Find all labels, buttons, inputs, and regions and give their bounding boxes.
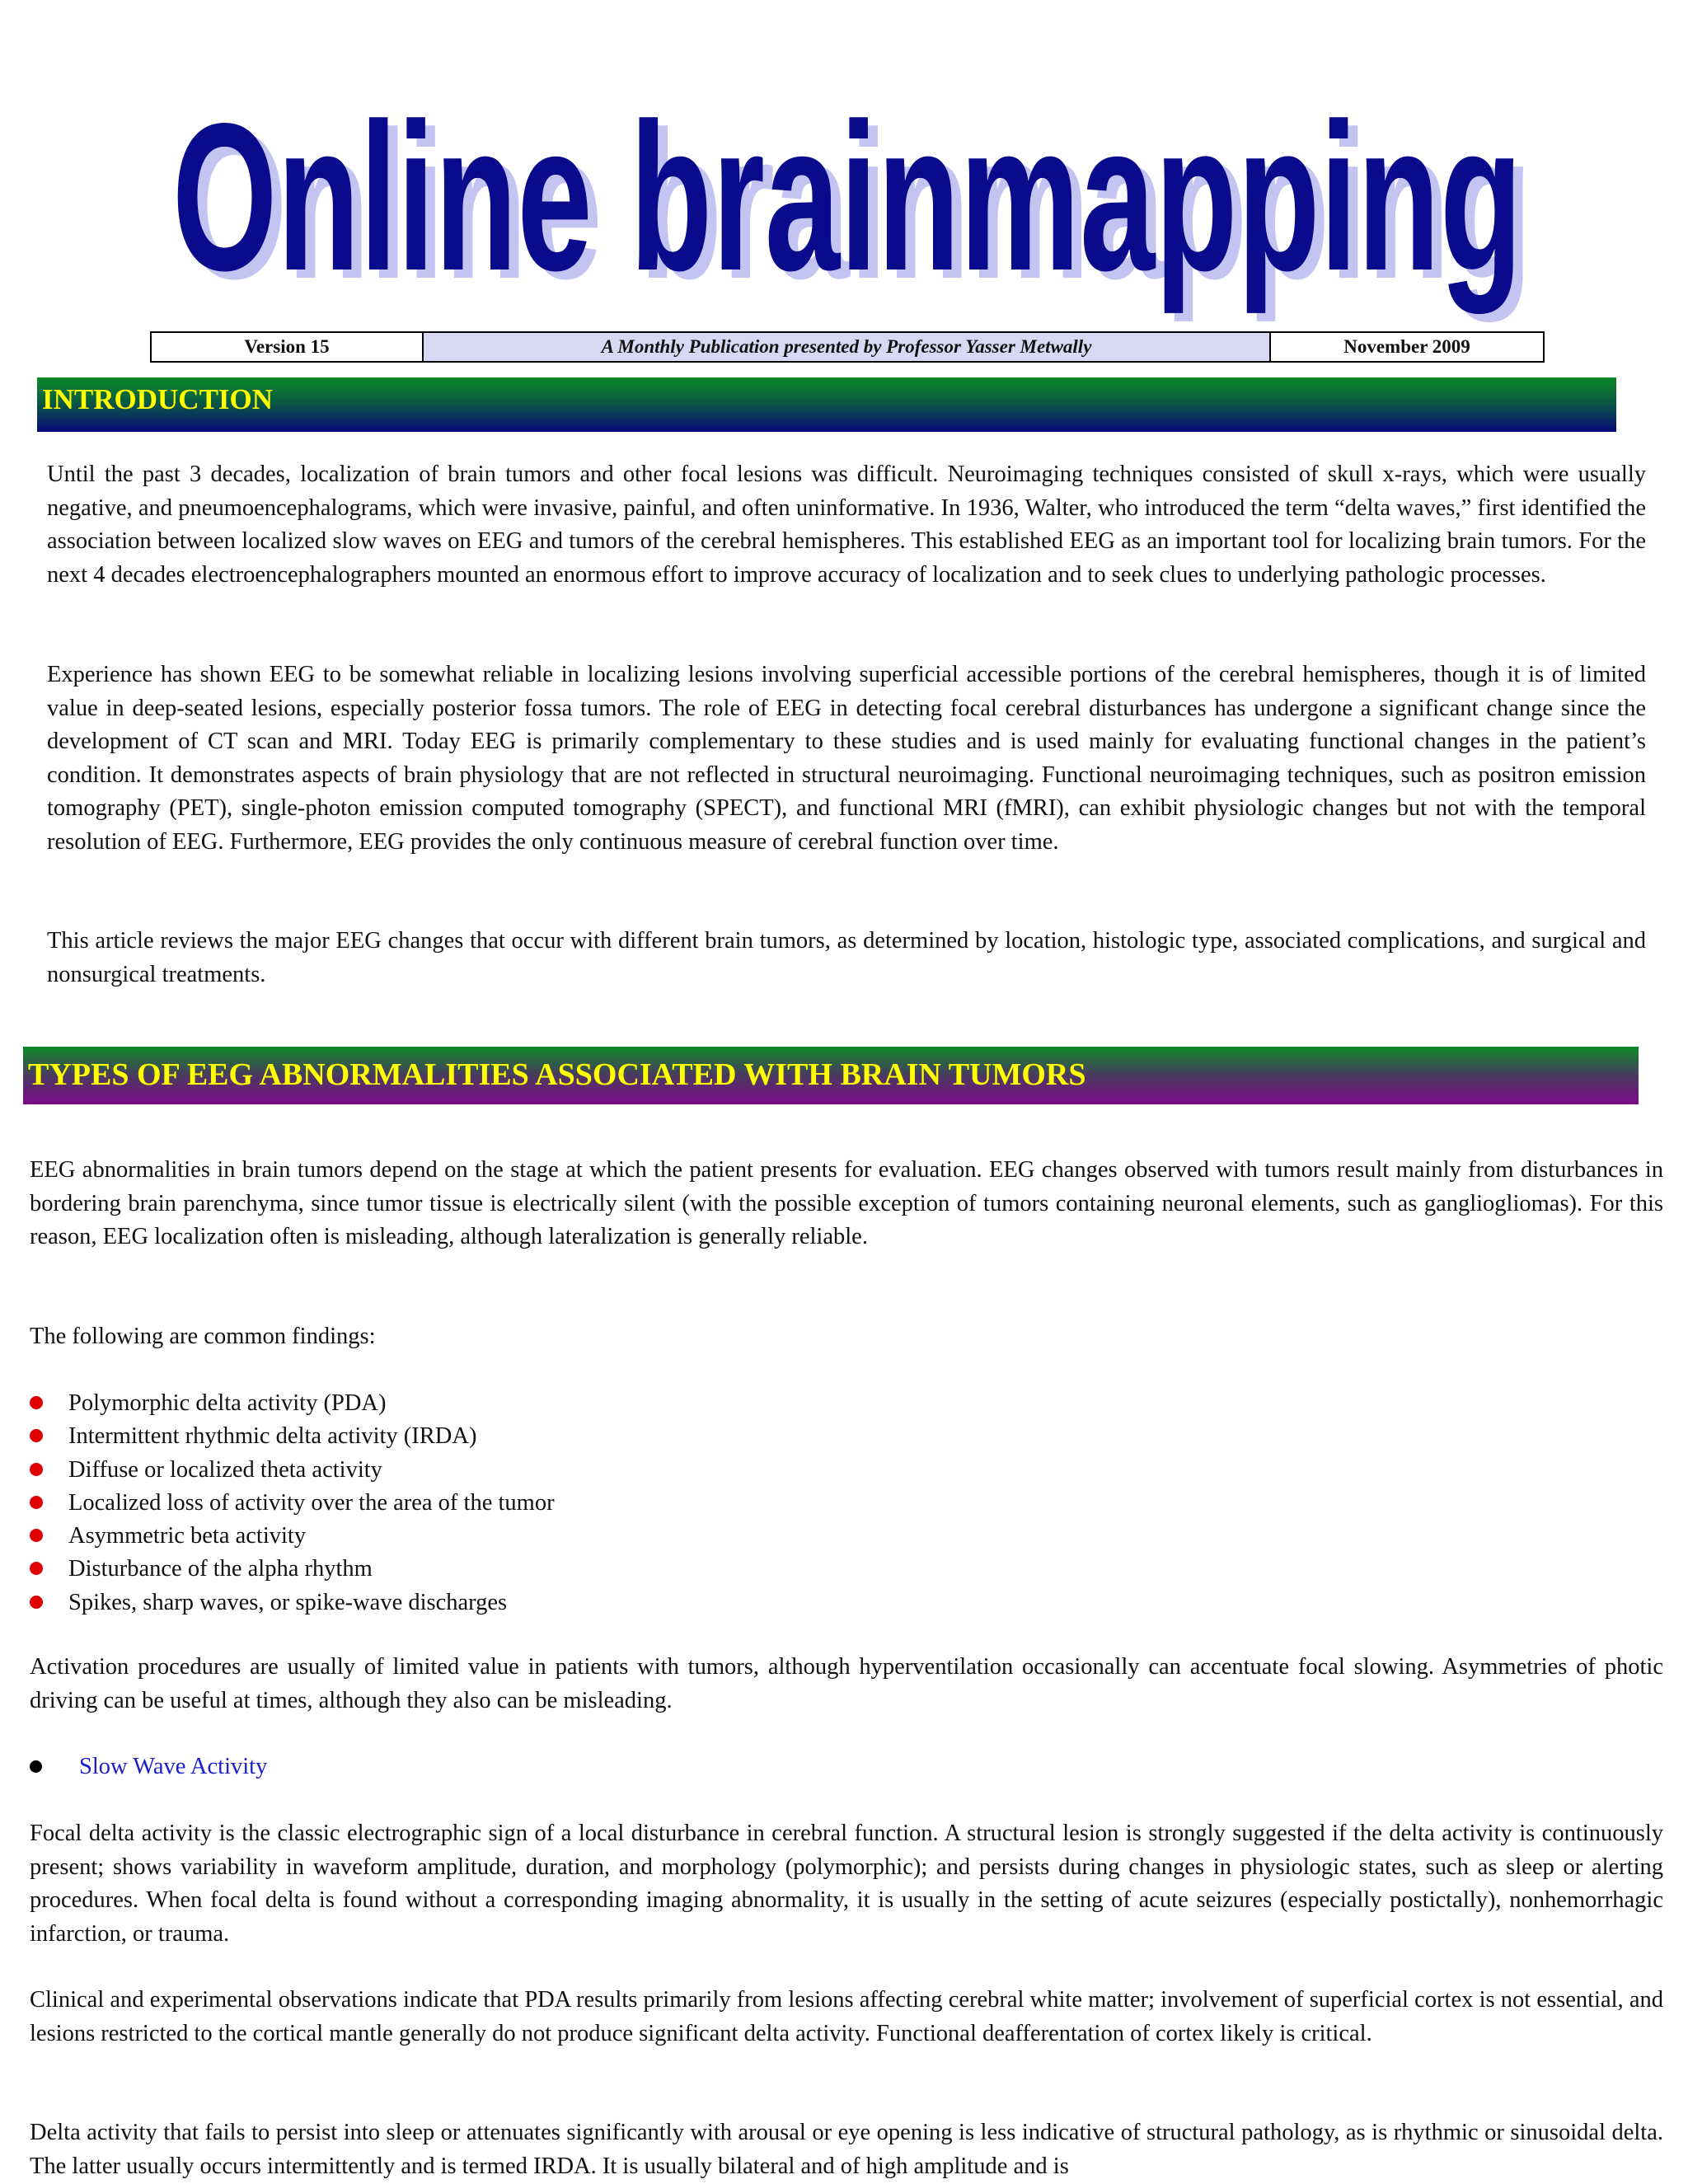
logo-wordart: [169, 87, 1545, 334]
types-paragraph-4: Focal delta activity is the classic electrographic sign of a local disturbance in cerebral function. A structural lesion is strongly suggested if the delta activity is continuously present; shows variability in waveform amplitude, duration, and morphology (polymorphic); and persists during changes in physiologic states, such as sleep or alerting procedures. When focal delta is found without a corresponding imaging abnormality, it is usually in the setting of acute seizures (especially postictally), nonhemorrhagic infarction, or trauma.: [30, 1821, 1663, 1947]
intro-paragraph-3: This article reviews the major EEG changes that occur with different brain tumors, as determined by location, histologic type, associated complications, and surgical and nonsurgical treatments.: [47, 928, 1646, 987]
list-item: Localized loss of activity over the area of the tumor: [30, 1487, 555, 1520]
bullet-icon: [30, 1463, 43, 1476]
masthead-logo: [169, 87, 1545, 334]
bullet-icon: [30, 1529, 43, 1542]
bullet-icon: [30, 1760, 42, 1773]
publication-label: A Monthly Publication presented by Professor Yasser Metwally: [424, 333, 1271, 361]
bullet-icon: [30, 1596, 43, 1609]
types-paragraph-2: The following are common findings:: [30, 1324, 376, 1349]
section-header-introduction: INTRODUCTION: [37, 377, 1616, 432]
logo-text: Online brainmapping: [172, 87, 1522, 315]
list-item: Disturbance of the alpha rhythm: [30, 1553, 555, 1586]
list-item: Asymmetric beta activity: [30, 1520, 555, 1553]
list-item: Diffuse or localized theta activity: [30, 1454, 555, 1487]
bullet-icon: [30, 1562, 43, 1575]
bullet-icon: [30, 1396, 43, 1409]
types-paragraph-5: Clinical and experimental observations indicate that PDA results primarily from lesions affecting cerebral white matter; involvement of superficial cortex is not essential, and lesions restricted to the cortical mantle generally do not produce significant delta activity. Functional deafferentation of cortex likely is critical.: [30, 1987, 1663, 2046]
list-item: Intermittent rhythmic delta activity (IRDA): [30, 1420, 555, 1453]
publication-info-bar: [150, 331, 1545, 363]
findings-list: [30, 1387, 555, 1619]
list-item: Spikes, sharp waves, or spike-wave discharges: [30, 1586, 555, 1619]
types-paragraph-3: Activation procedures are usually of limited value in patients with tumors, although hyperventilation occasionally can accentuate focal slowing. Asymmetries of photic driving can be useful at times, although they also can be misleading.: [30, 1654, 1663, 1713]
intro-paragraph-2: Experience has shown EEG to be somewhat reliable in localizing lesions involving superficial accessible portions of the cerebral hemispheres, though it is of limited value in deep-seated lesions, especially posterior fossa tumors. The role of EEG in detecting focal cerebral disturbances has undergone a significant change since the development of CT scan and MRI. Today EEG is primarily complementary to these studies and is used mainly for evaluating functional changes in the patient’s condition. It demonstrates aspects of brain physiology that are not reflected in structural neuroimaging. Functional neuroimaging techniques, such as positron emission tomography (PET), single-photon emission computed tomography (SPECT), and functional MRI (fMRI), can exhibit physiologic changes but not with the temporal resolution of EEG. Furthermore, EEG provides the only continuous measure of cerebral function over time.: [47, 662, 1646, 855]
intro-paragraph-1: Until the past 3 decades, localization of brain tumors and other focal lesions was difficult. Neuroimaging techniques consisted of skull x-rays, which were usually negative, and pneumoencephalograms, which were invasive, painful, and often uninformative. In 1936, Walter, who introduced the term “delta waves,” first identified the association between localized slow waves on EEG and tumors of the cerebral hemispheres. This established EEG as an important tool for localizing brain tumors. For the next 4 decades electroencephalographers mounted an enormous effort to improve accuracy of localization and to seek clues to underlying pathologic processes.: [47, 462, 1646, 588]
types-paragraph-1: EEG abnormalities in brain tumors depend on the stage at which the patient presents for evaluation. EEG changes observed with tumors result mainly from disturbances in bordering brain parenchyma, since tumor tissue is electrically silent (with the possible exception of tumors containing neuronal elements, such as gangliogliomas). For this reason, EEG localization often is misleading, although lateralization is generally reliable.: [30, 1157, 1663, 1250]
issue-date: November 2009: [1343, 336, 1470, 357]
list-item: Polymorphic delta activity (PDA): [30, 1387, 555, 1420]
types-paragraph-6: Delta activity that fails to persist into sleep or attenuates significantly with arousal or eye opening is less indicative of structural pathology, as is rhythmic or sinusoidal delta. The latter usually occurs intermittently and is termed IRDA. It is usually bilateral and of high amplitude and is: [30, 2120, 1663, 2179]
section-header-eeg-abnormalities: TYPES OF EEG ABNORMALITIES ASSOCIATED WITH BRAIN TUMORS: [23, 1047, 1639, 1104]
bullet-icon: [30, 1496, 43, 1509]
version-label: Version 15: [152, 333, 424, 361]
logo-shadow-text: Online brainmapping: [182, 88, 1532, 323]
bullet-icon: [30, 1429, 43, 1442]
subsection-label: Slow Wave Activity: [79, 1754, 268, 1779]
